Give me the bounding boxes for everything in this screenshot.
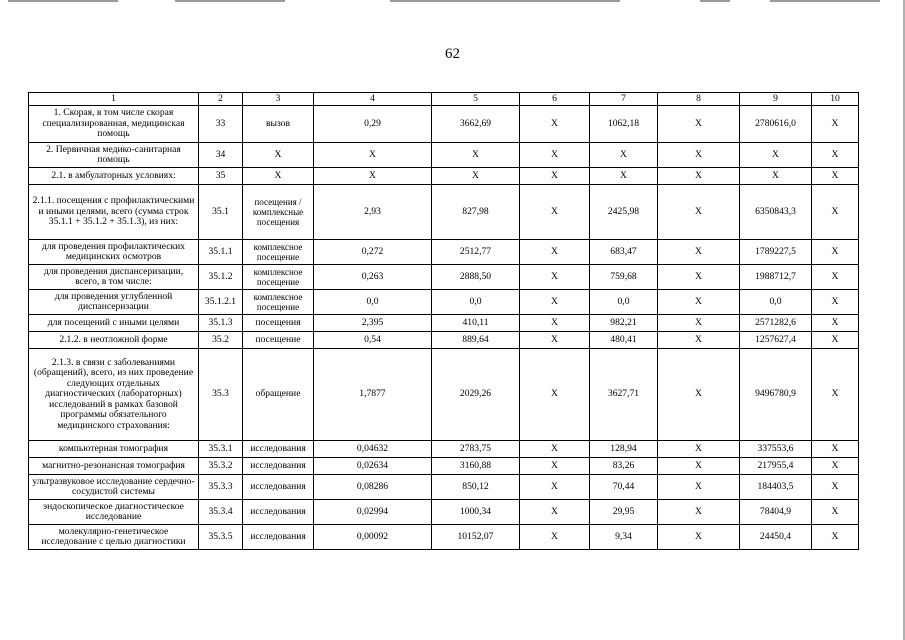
cell-col4: 0,54 — [314, 332, 432, 349]
cell-col8: X — [658, 290, 740, 315]
cell-col4: 0,263 — [314, 265, 432, 290]
cell-col4: 0,02634 — [314, 458, 432, 475]
cell-col6: X — [520, 290, 590, 315]
scan-line-1 — [8, 0, 118, 2]
table-row — [29, 106, 859, 143]
cell-col6: X — [520, 332, 590, 349]
row-unit: посещения — [243, 315, 314, 332]
cell-col5: 0,0 — [432, 290, 520, 315]
table-row — [29, 265, 859, 290]
cell-col9: 184403,5 — [740, 475, 812, 500]
cell-col4: 0,00092 — [314, 525, 432, 550]
cell-col9: 78404,9 — [740, 500, 812, 525]
cell-col7: X — [590, 143, 658, 168]
col-header: 3 — [243, 93, 314, 106]
cell-col5: 2512,77 — [432, 240, 520, 265]
row-name: 2.1. в амбулаторных условиях: — [29, 168, 199, 185]
table-row — [29, 168, 859, 185]
page-number: 62 — [445, 46, 460, 62]
col-header: 10 — [812, 93, 859, 106]
scan-line-2 — [175, 0, 285, 2]
cell-col4: 0,02994 — [314, 500, 432, 525]
scan-line-5 — [770, 0, 880, 2]
cell-col9: X — [740, 168, 812, 185]
cell-col7: 83,26 — [590, 458, 658, 475]
cell-col7: 2425,98 — [590, 185, 658, 240]
cell-col10: X — [812, 185, 859, 240]
cell-col5: 3662,69 — [432, 106, 520, 143]
cell-col10: X — [812, 332, 859, 349]
cell-col9: 217955,4 — [740, 458, 812, 475]
cell-col9: X — [740, 143, 812, 168]
table-row — [29, 290, 859, 315]
row-unit: исследования — [243, 525, 314, 550]
scan-line-3 — [390, 0, 620, 2]
cell-col9: 9496780,9 — [740, 349, 812, 441]
col-header: 6 — [520, 93, 590, 106]
cell-col10: X — [812, 475, 859, 500]
cell-col8: X — [658, 458, 740, 475]
cell-col5: 410,11 — [432, 315, 520, 332]
row-name: эндоскопическое диагностическое исследование — [29, 500, 199, 525]
row-name: для посещений с иными целями — [29, 315, 199, 332]
cell-col9: 1789227,5 — [740, 240, 812, 265]
row-unit: X — [243, 143, 314, 168]
cell-col7: 982,21 — [590, 315, 658, 332]
row-unit: исследования — [243, 500, 314, 525]
cell-col4: 0,29 — [314, 106, 432, 143]
row-unit: вызов — [243, 106, 314, 143]
row-code: 35.1.3 — [199, 315, 243, 332]
cell-col10: X — [812, 168, 859, 185]
cell-col6: X — [520, 265, 590, 290]
cell-col5: X — [432, 143, 520, 168]
col-header: 5 — [432, 93, 520, 106]
cell-col10: X — [812, 240, 859, 265]
row-name: 2. Первичная медико-санитарная помощь — [29, 143, 199, 168]
col-header: 8 — [658, 93, 740, 106]
row-code: 35.3.1 — [199, 441, 243, 458]
cell-col4: 2,395 — [314, 315, 432, 332]
row-name: магнитно-резонансная томография — [29, 458, 199, 475]
col-header: 2 — [199, 93, 243, 106]
cell-col6: X — [520, 500, 590, 525]
cell-col8: X — [658, 240, 740, 265]
scan-line-4 — [700, 0, 730, 2]
row-name: для проведения профилактических медицинских осмотров — [29, 240, 199, 265]
cell-col10: X — [812, 290, 859, 315]
cell-col5: 2888,50 — [432, 265, 520, 290]
cell-col7: 683,47 — [590, 240, 658, 265]
row-name: молекулярно-генетическое исследование с целью диагностики — [29, 525, 199, 550]
cell-col10: X — [812, 106, 859, 143]
row-name: ультразвуковое исследование сердечно-сосудистой системы — [29, 475, 199, 500]
cell-col6: X — [520, 315, 590, 332]
cell-col9: 337553,6 — [740, 441, 812, 458]
cell-col7: X — [590, 168, 658, 185]
cell-col9: 0,0 — [740, 290, 812, 315]
cell-col5: 3160,88 — [432, 458, 520, 475]
cell-col6: X — [520, 525, 590, 550]
row-name: для проведения диспансеризации, всего, в том числе: — [29, 265, 199, 290]
table-row — [29, 143, 859, 168]
cell-col8: X — [658, 525, 740, 550]
row-name: 2.1.3. в связи с заболеваниями (обращений), всего, из них проведение следующих отдельных диагностических (лабораторных) исследований в рамках базовой программы обязательного медицинского страхования: — [29, 349, 199, 441]
cell-col6: X — [520, 240, 590, 265]
cell-col4: 0,04632 — [314, 441, 432, 458]
cell-col10: X — [812, 265, 859, 290]
cell-col5: 10152,07 — [432, 525, 520, 550]
cell-col5: 889,64 — [432, 332, 520, 349]
row-code: 35.3 — [199, 349, 243, 441]
table-row — [29, 525, 859, 550]
row-code: 35.1.2.1 — [199, 290, 243, 315]
cell-col6: X — [520, 441, 590, 458]
cell-col5: 850,12 — [432, 475, 520, 500]
table-row — [29, 185, 859, 240]
cell-col8: X — [658, 332, 740, 349]
row-code: 35.1.2 — [199, 265, 243, 290]
row-name: компьютерная томография — [29, 441, 199, 458]
cell-col6: X — [520, 168, 590, 185]
row-unit: исследования — [243, 475, 314, 500]
row-unit: исследования — [243, 458, 314, 475]
row-unit: комплексное посещение — [243, 290, 314, 315]
row-code: 35.3.3 — [199, 475, 243, 500]
cell-col10: X — [812, 500, 859, 525]
cell-col9: 1988712,7 — [740, 265, 812, 290]
cell-col7: 1062,18 — [590, 106, 658, 143]
cell-col8: X — [658, 143, 740, 168]
cell-col5: 2029,26 — [432, 349, 520, 441]
cell-col9: 2780616,0 — [740, 106, 812, 143]
table-row — [29, 332, 859, 349]
cell-col8: X — [658, 475, 740, 500]
row-unit: обращение — [243, 349, 314, 441]
col-header: 9 — [740, 93, 812, 106]
header-row — [29, 93, 859, 106]
cell-col10: X — [812, 315, 859, 332]
cell-col4: 2,93 — [314, 185, 432, 240]
row-code: 35.3.4 — [199, 500, 243, 525]
row-code: 35.2 — [199, 332, 243, 349]
cell-col4: X — [314, 168, 432, 185]
cell-col8: X — [658, 315, 740, 332]
cell-col8: X — [658, 349, 740, 441]
cell-col6: X — [520, 458, 590, 475]
table-row — [29, 475, 859, 500]
cell-col8: X — [658, 168, 740, 185]
cell-col8: X — [658, 441, 740, 458]
cell-col10: X — [812, 143, 859, 168]
cell-col7: 759,68 — [590, 265, 658, 290]
cell-col6: X — [520, 349, 590, 441]
cell-col8: X — [658, 106, 740, 143]
cell-col8: X — [658, 185, 740, 240]
cell-col4: 0,272 — [314, 240, 432, 265]
table-row — [29, 441, 859, 458]
table-row — [29, 349, 859, 441]
row-unit: комплексное посещение — [243, 240, 314, 265]
row-code: 33 — [199, 106, 243, 143]
cell-col10: X — [812, 525, 859, 550]
table-row — [29, 500, 859, 525]
row-unit: комплексное посещение — [243, 265, 314, 290]
cell-col5: 1000,34 — [432, 500, 520, 525]
table-row — [29, 458, 859, 475]
row-name: 2.1.2. в неотложной форме — [29, 332, 199, 349]
cell-col8: X — [658, 265, 740, 290]
row-code: 35.3.5 — [199, 525, 243, 550]
cell-col4: 1,7877 — [314, 349, 432, 441]
cell-col6: X — [520, 475, 590, 500]
cell-col10: X — [812, 458, 859, 475]
cell-col7: 128,94 — [590, 441, 658, 458]
row-code: 34 — [199, 143, 243, 168]
cell-col8: X — [658, 500, 740, 525]
row-unit: исследования — [243, 441, 314, 458]
row-name: 1. Скорая, в том числе скорая специализированная, медицинская помощь — [29, 106, 199, 143]
table-row — [29, 315, 859, 332]
cell-col4: X — [314, 143, 432, 168]
cell-col6: X — [520, 185, 590, 240]
cell-col5: 827,98 — [432, 185, 520, 240]
cell-col4: 0,0 — [314, 290, 432, 315]
row-name: 2.1.1. посещения с профилактическими и иными целями, всего (сумма строк 35.1.1 + 35.1.2 + 35.1.3), из них: — [29, 185, 199, 240]
row-code: 35.1.1 — [199, 240, 243, 265]
cell-col10: X — [812, 441, 859, 458]
cell-col7: 3627,71 — [590, 349, 658, 441]
cell-col9: 2571282,6 — [740, 315, 812, 332]
row-unit: посещения / комплексные посещения — [243, 185, 314, 240]
cell-col9: 24450,4 — [740, 525, 812, 550]
cell-col5: X — [432, 168, 520, 185]
tariff-table — [28, 92, 859, 550]
cell-col6: X — [520, 106, 590, 143]
cell-col7: 0,0 — [590, 290, 658, 315]
cell-col9: 6350843,3 — [740, 185, 812, 240]
row-unit: X — [243, 168, 314, 185]
cell-col6: X — [520, 143, 590, 168]
row-code: 35.1 — [199, 185, 243, 240]
cell-col7: 9,34 — [590, 525, 658, 550]
cell-col4: 0,08286 — [314, 475, 432, 500]
cell-col7: 29,95 — [590, 500, 658, 525]
row-name: для проведения углубленной диспансеризации — [29, 290, 199, 315]
cell-col7: 70,44 — [590, 475, 658, 500]
row-code: 35.3.2 — [199, 458, 243, 475]
col-header: 4 — [314, 93, 432, 106]
row-unit: посещение — [243, 332, 314, 349]
col-header: 7 — [590, 93, 658, 106]
table-row — [29, 240, 859, 265]
cell-col5: 2783,75 — [432, 441, 520, 458]
row-code: 35 — [199, 168, 243, 185]
col-header: 1 — [29, 93, 199, 106]
cell-col9: 1257627,4 — [740, 332, 812, 349]
cell-col7: 480,41 — [590, 332, 658, 349]
cell-col10: X — [812, 349, 859, 441]
